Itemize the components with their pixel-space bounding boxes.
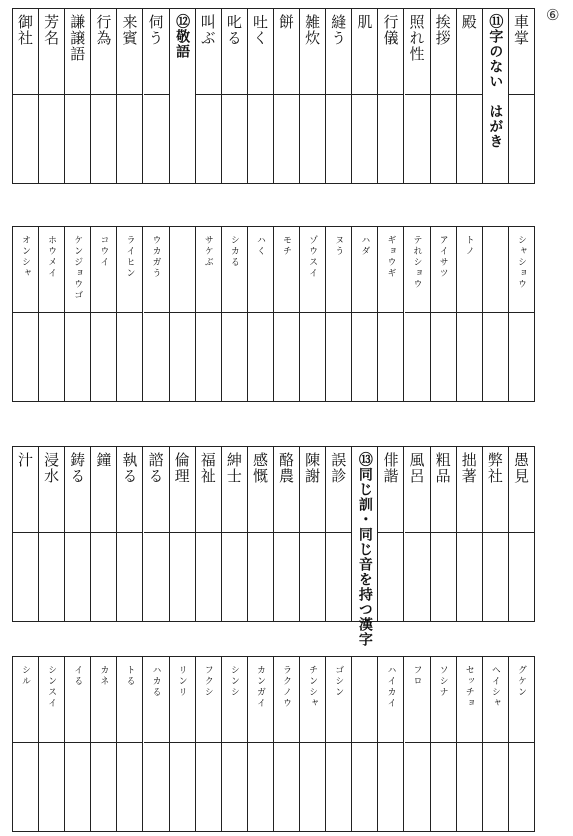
kanji-word: 御社 [16, 14, 35, 46]
kana-reading: ハく [254, 235, 265, 257]
answer-cell[interactable] [300, 533, 325, 621]
grid-column [196, 9, 222, 183]
grid-column [144, 9, 170, 183]
grid-column [431, 227, 457, 401]
grid-column [170, 657, 196, 831]
kana-reading: ラクノウ [281, 665, 292, 709]
kana-reading: ホウメイ [46, 235, 57, 279]
kana-reading: シャショウ [515, 235, 526, 290]
grid-column [378, 657, 404, 831]
kanji-word: 芳名 [42, 14, 61, 46]
answer-cell[interactable] [274, 533, 299, 621]
grid-column [300, 657, 326, 831]
answer-cell[interactable] [248, 533, 273, 621]
answer-cell[interactable] [117, 95, 142, 183]
answer-cell[interactable] [39, 95, 64, 183]
grid-column [39, 657, 65, 831]
answer-cell[interactable] [300, 313, 325, 401]
grid-column [248, 447, 274, 621]
kana-reading: トノ [463, 235, 474, 257]
grid-column [483, 657, 509, 831]
grid-column [378, 227, 404, 401]
grid-column [65, 227, 91, 401]
kana-reading: サケぶ [202, 235, 213, 268]
answer-cell[interactable] [248, 95, 273, 183]
kana-reading: カンガイ [254, 665, 265, 709]
kanji-word: 吐く [250, 14, 269, 46]
answer-cell[interactable] [170, 533, 195, 621]
kana-reading: リンリ [176, 665, 187, 698]
grid-column [483, 9, 509, 183]
kanji-word: 鋳る [68, 452, 87, 484]
answer-cell[interactable] [91, 95, 116, 183]
kana-reading: アイサツ [437, 235, 448, 279]
answer-cell[interactable] [117, 533, 142, 621]
grid-column [248, 9, 274, 183]
grid-column [65, 657, 91, 831]
kanji-word: 肌 [355, 14, 374, 30]
answer-cell[interactable] [352, 743, 377, 831]
kanji-word: 福祉 [198, 452, 217, 484]
answer-cell[interactable] [326, 743, 351, 831]
page-number: ⑥ [546, 6, 560, 24]
grid-column [144, 447, 170, 621]
grid-column [431, 657, 457, 831]
grid-column [91, 657, 117, 831]
kana-reading: セッチョ [463, 665, 474, 709]
kana-reading: ギョウギ [385, 235, 396, 279]
grid-column [117, 447, 143, 621]
answer-cell[interactable] [326, 313, 351, 401]
kana-reading: ハダ [359, 235, 370, 257]
answer-cell[interactable] [405, 95, 430, 183]
word-cell [170, 227, 195, 313]
kana-reading: シンスイ [46, 665, 57, 709]
answer-cell[interactable] [65, 313, 90, 401]
kanji-word: 車掌 [511, 14, 530, 46]
grid-column [405, 9, 431, 183]
kanji-word: 諮る [146, 452, 165, 484]
grid-column [326, 9, 352, 183]
answer-cell[interactable] [196, 95, 221, 183]
grid-column [13, 657, 39, 831]
kana-reading: オンシャ [20, 235, 31, 279]
grid-column [248, 227, 274, 401]
grid-column [274, 9, 300, 183]
kanji-word: 紳士 [224, 452, 243, 484]
grid-column [117, 9, 143, 183]
answer-cell[interactable] [352, 95, 377, 183]
grid-column [378, 447, 404, 621]
grid-column [352, 9, 378, 183]
grid-column [457, 657, 483, 831]
grid-column [91, 227, 117, 401]
answer-cell[interactable] [39, 313, 64, 401]
kana-reading: フクシ [202, 665, 213, 698]
answer-cell[interactable] [91, 743, 116, 831]
answer-cell[interactable] [117, 743, 142, 831]
answer-cell[interactable] [222, 313, 247, 401]
kana-reading: ケンジョウゴ [72, 235, 83, 301]
grid-column [13, 9, 39, 183]
answer-cell[interactable] [378, 95, 403, 183]
kanji-word: 殿 [459, 14, 478, 30]
kanji-word: 雑炊 [303, 14, 322, 46]
grid-column [170, 227, 196, 401]
kanji-grid-1 [12, 8, 535, 184]
grid-column [509, 657, 535, 831]
grid-column [170, 9, 196, 183]
answer-cell[interactable] [13, 743, 38, 831]
kana-reading: テれショウ [411, 235, 422, 290]
answer-cell[interactable] [431, 95, 456, 183]
kana-reading: グケン [515, 665, 526, 698]
section-heading: ⑬同じ訓・同じ音を持つ漢字 [356, 452, 373, 647]
grid-column [222, 9, 248, 183]
kana-reading: トる [124, 665, 135, 687]
answer-cell[interactable] [144, 743, 169, 831]
grid-column [39, 227, 65, 401]
answer-cell[interactable] [274, 743, 299, 831]
kana-reading: ウカガう [150, 235, 161, 279]
answer-cell[interactable] [39, 743, 64, 831]
grid-column [509, 9, 535, 183]
grid-column [326, 447, 352, 621]
kanji-word: 倫理 [172, 452, 191, 484]
kana-reading: シンシ [228, 665, 239, 698]
answer-cell[interactable] [431, 313, 456, 401]
grid-column [117, 227, 143, 401]
kana-reading: フロ [411, 665, 422, 687]
kanji-word: 照れ性 [407, 14, 426, 62]
grid-column [91, 447, 117, 621]
grid-column [196, 227, 222, 401]
answer-cell[interactable] [405, 533, 430, 621]
kanji-word: 誤診 [329, 452, 348, 484]
grid-column [196, 657, 222, 831]
grid-column [405, 447, 431, 621]
answer-cell[interactable] [405, 313, 430, 401]
kanji-word: 行儀 [381, 14, 400, 46]
grid-column [39, 447, 65, 621]
answer-cell[interactable] [378, 533, 403, 621]
kanji-word: 浸水 [42, 452, 61, 484]
grid-column [300, 227, 326, 401]
answer-cell[interactable] [248, 743, 273, 831]
grid-column [352, 227, 378, 401]
answer-cell[interactable] [483, 533, 508, 621]
kanji-grid-3 [12, 446, 535, 647]
grid-column [222, 447, 248, 621]
kana-reading: ヌう [333, 235, 344, 257]
kanji-word: 汁 [16, 452, 35, 468]
answer-cell[interactable] [144, 313, 169, 401]
grid-column [274, 657, 300, 831]
kanji-word: 酪農 [277, 452, 296, 484]
grid-column [405, 657, 431, 831]
grid-column [274, 447, 300, 621]
answer-cell[interactable] [65, 533, 90, 621]
answer-cell[interactable] [509, 95, 534, 183]
kanji-word: 叫ぶ [198, 14, 217, 46]
kana-reading: チンシャ [307, 665, 318, 709]
kana-reading: ゴシン [333, 665, 344, 698]
grid-column [483, 227, 509, 401]
kanji-word: 挨拶 [433, 14, 452, 46]
kana-reading: ヘイシャ [489, 665, 500, 709]
answer-cell[interactable] [13, 95, 38, 183]
grid-column [431, 447, 457, 621]
answer-cell[interactable] [457, 313, 482, 401]
grid-column [65, 447, 91, 621]
grid-column [144, 227, 170, 401]
grid-column [509, 447, 535, 621]
kanji-word: 愚見 [511, 452, 530, 484]
word-cell [483, 227, 508, 313]
word-cell [352, 657, 377, 743]
kanji-word: 弊社 [485, 452, 504, 484]
grid-column [457, 9, 483, 183]
answer-cell[interactable] [91, 313, 116, 401]
grid-column [457, 447, 483, 621]
answer-cell[interactable] [196, 313, 221, 401]
grid-column [509, 227, 535, 401]
answer-cell[interactable] [196, 743, 221, 831]
grid-column [405, 227, 431, 401]
grid-column [91, 9, 117, 183]
kanji-word: 餅 [277, 14, 296, 30]
grid-column [39, 9, 65, 183]
grid-column [457, 227, 483, 401]
answer-cell[interactable] [405, 743, 430, 831]
kanji-word: 行為 [94, 14, 113, 46]
reading-grid-2 [12, 226, 535, 402]
kana-reading: ソシナ [437, 665, 448, 698]
answer-cell[interactable] [65, 743, 90, 831]
grid-column [483, 447, 509, 621]
section-heading: ⑪字のない はがき [487, 14, 504, 149]
kana-reading: コウイ [98, 235, 109, 268]
grid-column [300, 447, 326, 621]
kanji-word: 風呂 [407, 452, 426, 484]
answer-cell[interactable] [248, 313, 273, 401]
grid-column [13, 227, 39, 401]
answer-cell[interactable] [65, 95, 90, 183]
kanji-word: 謙譲語 [68, 14, 87, 62]
kanji-word: 感慨 [250, 452, 269, 484]
grid-column [170, 447, 196, 621]
answer-cell[interactable] [326, 533, 351, 621]
kanji-word: 拙著 [459, 452, 478, 484]
answer-cell[interactable] [170, 313, 195, 401]
answer-cell[interactable] [457, 95, 482, 183]
kana-reading: ハカる [150, 665, 161, 698]
grid-column [222, 657, 248, 831]
answer-cell[interactable] [483, 743, 508, 831]
kana-reading: イる [72, 665, 83, 687]
answer-cell[interactable] [144, 95, 169, 183]
kana-reading: カネ [98, 665, 109, 687]
section-heading: ⑫敬語 [174, 14, 191, 59]
answer-cell[interactable] [170, 743, 195, 831]
grid-column [352, 447, 378, 647]
answer-cell[interactable] [509, 313, 534, 401]
answer-cell[interactable] [222, 533, 247, 621]
grid-column [326, 227, 352, 401]
kanji-word: 叱る [224, 14, 243, 46]
answer-cell[interactable] [91, 533, 116, 621]
answer-cell[interactable] [378, 743, 403, 831]
answer-cell[interactable] [274, 95, 299, 183]
grid-column [274, 227, 300, 401]
answer-cell[interactable] [222, 743, 247, 831]
answer-cell[interactable] [483, 313, 508, 401]
kana-reading: モチ [281, 235, 292, 257]
kanji-word: 伺う [146, 14, 165, 46]
answer-cell[interactable] [326, 95, 351, 183]
grid-column [196, 447, 222, 621]
kana-reading: ハイカイ [385, 665, 396, 709]
kana-reading: シル [20, 665, 31, 687]
answer-cell[interactable] [431, 743, 456, 831]
grid-column [300, 9, 326, 183]
answer-cell[interactable] [13, 313, 38, 401]
grid-column [248, 657, 274, 831]
kanji-word: 粗品 [433, 452, 452, 484]
answer-cell[interactable] [431, 533, 456, 621]
answer-cell[interactable] [196, 533, 221, 621]
kanji-word: 俳諧 [381, 452, 400, 484]
kana-reading: ゾウスイ [307, 235, 318, 279]
answer-cell[interactable] [352, 313, 377, 401]
grid-column [326, 657, 352, 831]
answer-cell[interactable] [378, 313, 403, 401]
answer-cell[interactable] [274, 313, 299, 401]
kanji-word: 執る [120, 452, 139, 484]
answer-cell[interactable] [39, 533, 64, 621]
grid-column [378, 9, 404, 183]
answer-cell[interactable] [457, 743, 482, 831]
answer-cell[interactable] [13, 533, 38, 621]
kana-reading: ライヒン [124, 235, 135, 279]
answer-cell[interactable] [457, 533, 482, 621]
reading-grid-4 [12, 656, 535, 832]
kana-reading: シカる [228, 235, 239, 268]
answer-cell[interactable] [222, 95, 247, 183]
answer-cell[interactable] [300, 743, 325, 831]
grid-column [144, 657, 170, 831]
kanji-word: 縫う [329, 14, 348, 46]
answer-cell[interactable] [300, 95, 325, 183]
grid-column [117, 657, 143, 831]
answer-cell[interactable] [117, 313, 142, 401]
kanji-word: 陳謝 [303, 452, 322, 484]
grid-column [222, 227, 248, 401]
answer-cell[interactable] [509, 743, 534, 831]
grid-column [431, 9, 457, 183]
kanji-word: 来賓 [120, 14, 139, 46]
grid-column [65, 9, 91, 183]
grid-column [13, 447, 39, 621]
grid-column [352, 657, 378, 831]
answer-cell[interactable] [509, 533, 534, 621]
answer-cell[interactable] [144, 533, 169, 621]
kanji-word: 鐘 [94, 452, 113, 468]
